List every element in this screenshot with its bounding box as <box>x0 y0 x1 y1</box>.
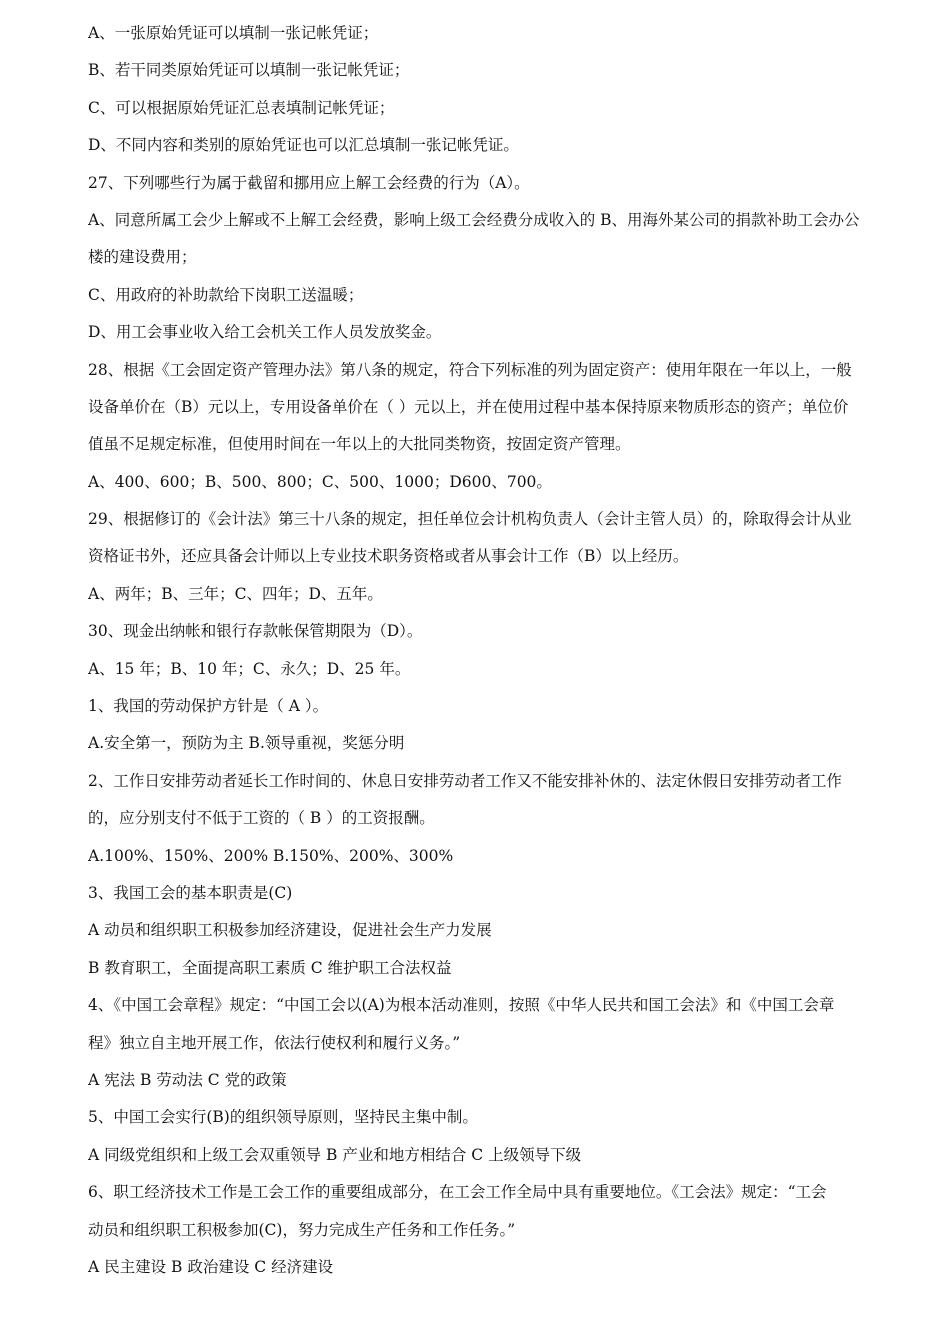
text-line: 设备单价在（B）元以上，专用设备单价在（ ）元以上，并在使用过程中基本保持原来物质形态的资产；单位价 <box>88 397 849 416</box>
question-29: 29、根据修订的《会计法》第三十八条的规定，担任单位会计机构负责人（会计主管人员）的，除取得会计从业 <box>88 510 852 529</box>
text-line: A、400、600；B、500、800；C、500、1000；D600、700。 <box>88 472 552 491</box>
text-line: A 同级党组织和上级工会双重领导 B 产业和地方相结合 C 上级领导下级 <box>88 1145 582 1164</box>
text-line: A、同意所属工会少上解或不上解工会经费，影响上级工会经费分成收入的 B、用海外某公司的捐款补助工会办公 <box>88 210 860 229</box>
text-line: C、用政府的补助款给下岗职工送温暖； <box>88 285 364 304</box>
text-line: A、两年；B、三年；C、四年；D、五年。 <box>88 584 383 603</box>
text-line: A 宪法 B 劳动法 C 党的政策 <box>88 1070 287 1089</box>
question-28: 28、根据《工会固定资产管理办法》第八条的规定，符合下列标准的列为固定资产：使用年限在一年以上，一般 <box>88 360 852 379</box>
question-3: 3、我国工会的基本职责是(C) <box>88 883 293 902</box>
question-6: 6、职工经济技术工作是工会工作的重要组成部分，在工会工作全局中具有重要地位。《工会法》规定：“工会 <box>88 1183 827 1202</box>
text-line: D、不同内容和类别的原始凭证也可以汇总填制一张记帐凭证。 <box>88 136 519 155</box>
text-line: 资格证书外，还应具备会计师以上专业技术职务资格或者从事会计工作（B）以上经历。 <box>88 547 689 566</box>
text-line: A、一张原始凭证可以填制一张记帐凭证； <box>88 24 379 42</box>
question-2: 2、工作日安排劳动者延长工作时间的、休息日安排劳动者工作又不能安排补休的、法定休假日安排劳动者工作 <box>88 771 842 790</box>
text-line: 楼的建设费用； <box>88 248 197 267</box>
question-27: 27、下列哪些行为属于截留和挪用应上解工会经费的行为（A）。 <box>88 173 530 192</box>
text-line: C、可以根据原始凭证汇总表填制记帐凭证； <box>88 98 395 117</box>
question-1: 1、我国的劳动保护方针是（ A ）。 <box>88 697 329 716</box>
text-line: B、若干同类原始凭证可以填制一张记帐凭证； <box>88 61 410 80</box>
text-line: 的，应分别支付不低于工资的（ B ）的工资报酬。 <box>88 809 435 828</box>
text-line: A 动员和组织职工积极参加经济建设，促进社会生产力发展 <box>88 921 492 940</box>
text-line: 值虽不足规定标准，但使用时间在一年以上的大批同类物资，按固定资产管理。 <box>88 435 631 454</box>
text-line: 动员和组织职工积极参加(C)，努力完成生产任务和工作任务。” <box>88 1220 516 1239</box>
text-line: D、用工会事业收入给工会机关工作人员发放奖金。 <box>88 323 442 342</box>
question-5: 5、中国工会实行(B)的组织领导原则，坚持民主集中制。 <box>88 1108 478 1127</box>
question-30: 30、现金出纳帐和银行存款帐保管期限为（D）。 <box>88 622 423 641</box>
text-line: 程》独立自主地开展工作，依法行使权利和履行义务。” <box>88 1033 461 1052</box>
document-body <box>88 15 908 1286</box>
text-line: A.100%、150%、200% B.150%、200%、300% <box>88 846 454 865</box>
text-line: B 教育职工，全面提高职工素质 C 维护职工合法权益 <box>88 958 452 977</box>
text-line: A、15 年；B、10 年；C、永久；D、25 年。 <box>88 659 411 678</box>
question-4: 4、《中国工会章程》规定：“中国工会以(A)为根本活动准则，按照《中华人民共和国工会法》和《中国工会章 <box>88 996 835 1015</box>
text-line: A.安全第一，预防为主 B.领导重视，奖惩分明 <box>88 734 405 753</box>
text-line: A 民主建设 B 政治建设 C 经济建设 <box>88 1257 334 1276</box>
